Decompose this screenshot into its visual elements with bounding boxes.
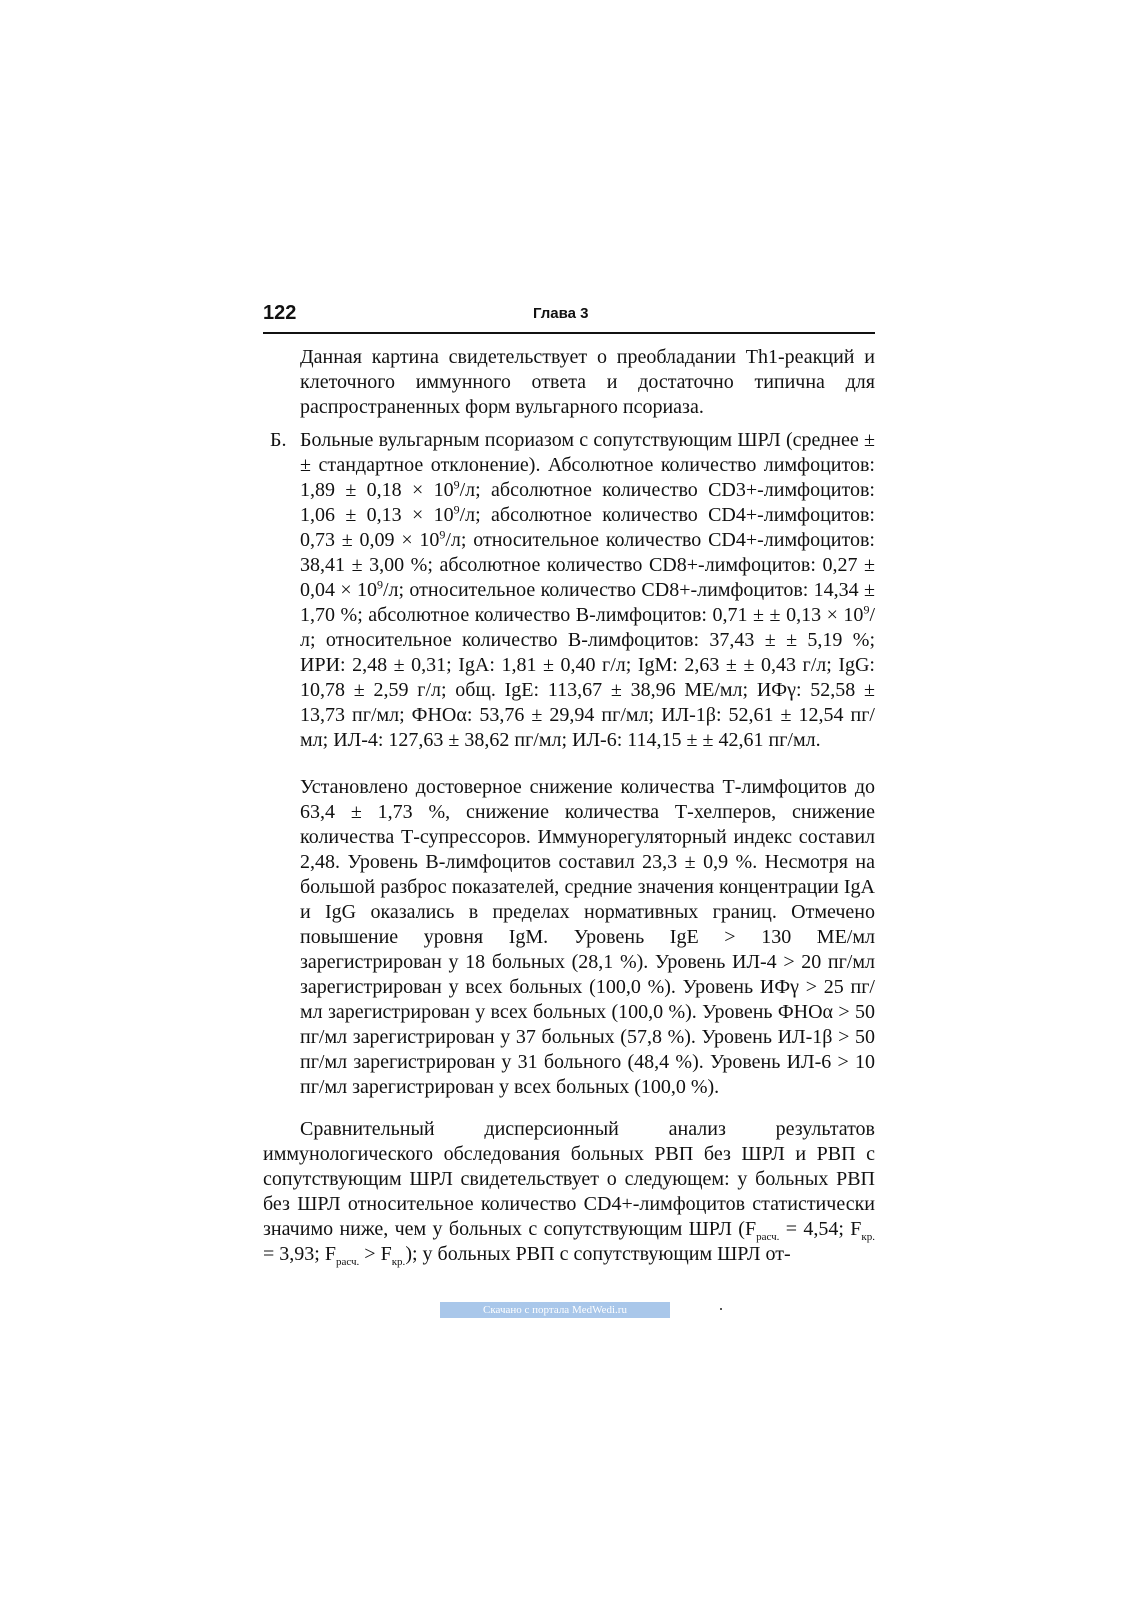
section-b-label: Б. — [270, 429, 287, 451]
page-number: 122 — [263, 302, 297, 324]
page-header — [263, 300, 875, 334]
paragraph-variance-analysis: Сравнительный дисперсионный анализ результатов иммунологического обследования больных РВП без ШРЛ и РВП с сопутствующим ШРЛ свидетельствует о следующем: у больных РВП без ШРЛ относительное количество CD4+-лимфоцитов статистически значимо ниже, чем у больных с сопутствующим ШРЛ ($F_{расч.} = 4,54$; $F_{кр.} = 3,93$; $F_{расч.} > F_{кр.}$); у больных РВП с сопутствующим ШРЛ от- — [263, 1118, 875, 1268]
paragraph-section-b-data: Больные вульгарным псориазом с сопутствующим ШРЛ (среднее ± ± стандартное отклонение). Абсолютное количество лимфоцитов: $1,89 \pm 0,18 \times 10^9/л$; абсолютное количество CD3+-лимфоцитов: $1,06 \pm 0,13 \times 10^9/л$; абсолютное количество CD4+-лимфоцитов: $0,73 \pm 0,09 \times 10^9/л$; относительное количество CD4+-лимфоцитов: 38,41 ± 3,00 %; абсолютное количество CD8+-лимфоцитов: $0,27 \pm 0,04 \times 10^9/л$; относительное количество CD8+-лимфоцитов: 14,34 ± 1,70 %; абсолютное количество В-лимфоцитов: 0,71 ± ± $0,13 \times 10^9/л$; относительное количество В-лимфоцитов: 37,43 ± ± 5,19 %; ИРИ: 2,48 ± 0,31; IgA: 1,81 ± 0,40 г/л; IgM: 2,63 ± ± 0,43 г/л; IgG: 10,78 ± 2,59 г/л; общ. IgE: 113,67 ± 38,96 МЕ/мл; ИФγ: 52,58 ± 13,73 пг/мл; ФНОα: 53,76 ± 29,94 пг/мл; ИЛ-1β: 52,61 ± 12,54 пг/мл; ИЛ-4: 127,63 ± 38,62 пг/мл; ИЛ-6: 114,15 ± ± 42,61 пг/мл. — [300, 429, 875, 751]
scan-speck — [720, 1308, 722, 1310]
download-source-banner: Скачано с портала MedWedi.ru — [440, 1302, 670, 1318]
paragraph-th1-conclusion: Данная картина свидетельствует о преобладании Th1-реакций и клеточного иммунного ответа и достаточно типична для распространенных форм вульгарного псориаза. — [300, 346, 875, 418]
paragraph-findings: Установлено достоверное снижение количества Т-лимфоцитов до 63,4 ± 1,73 %, снижение количества Т-хелперов, снижение количества Т-супрессоров. Иммунорегуляторный индекс составил 2,48. Уровень В-лимфоцитов составил 23,3 ± 0,9 %. Несмотря на большой разброс показателей, средние значения концентрации IgA и IgG оказались в пределах нормативных границ. Отмечено повышение уровня IgM. Уровень IgE > 130 МЕ/мл зарегистрирован у 18 больных (28,1 %). Уровень ИЛ-4 > 20 пг/мл зарегистрирован у всех больных (100,0 %). Уровень ИФγ > 25 пг/мл зарегистрирован у всех больных (100,0 %). Уровень ФНОα > 50 пг/мл зарегистрирован у 37 больных (57,8 %). Уровень ИЛ-1β > 50 пг/мл зарегистрирован у 31 больного (48,4 %). Уровень ИЛ-6 > 10 пг/мл зарегистрирован у всех больных (100,0 %). — [300, 776, 875, 1098]
chapter-title: Глава 3 — [533, 305, 589, 322]
